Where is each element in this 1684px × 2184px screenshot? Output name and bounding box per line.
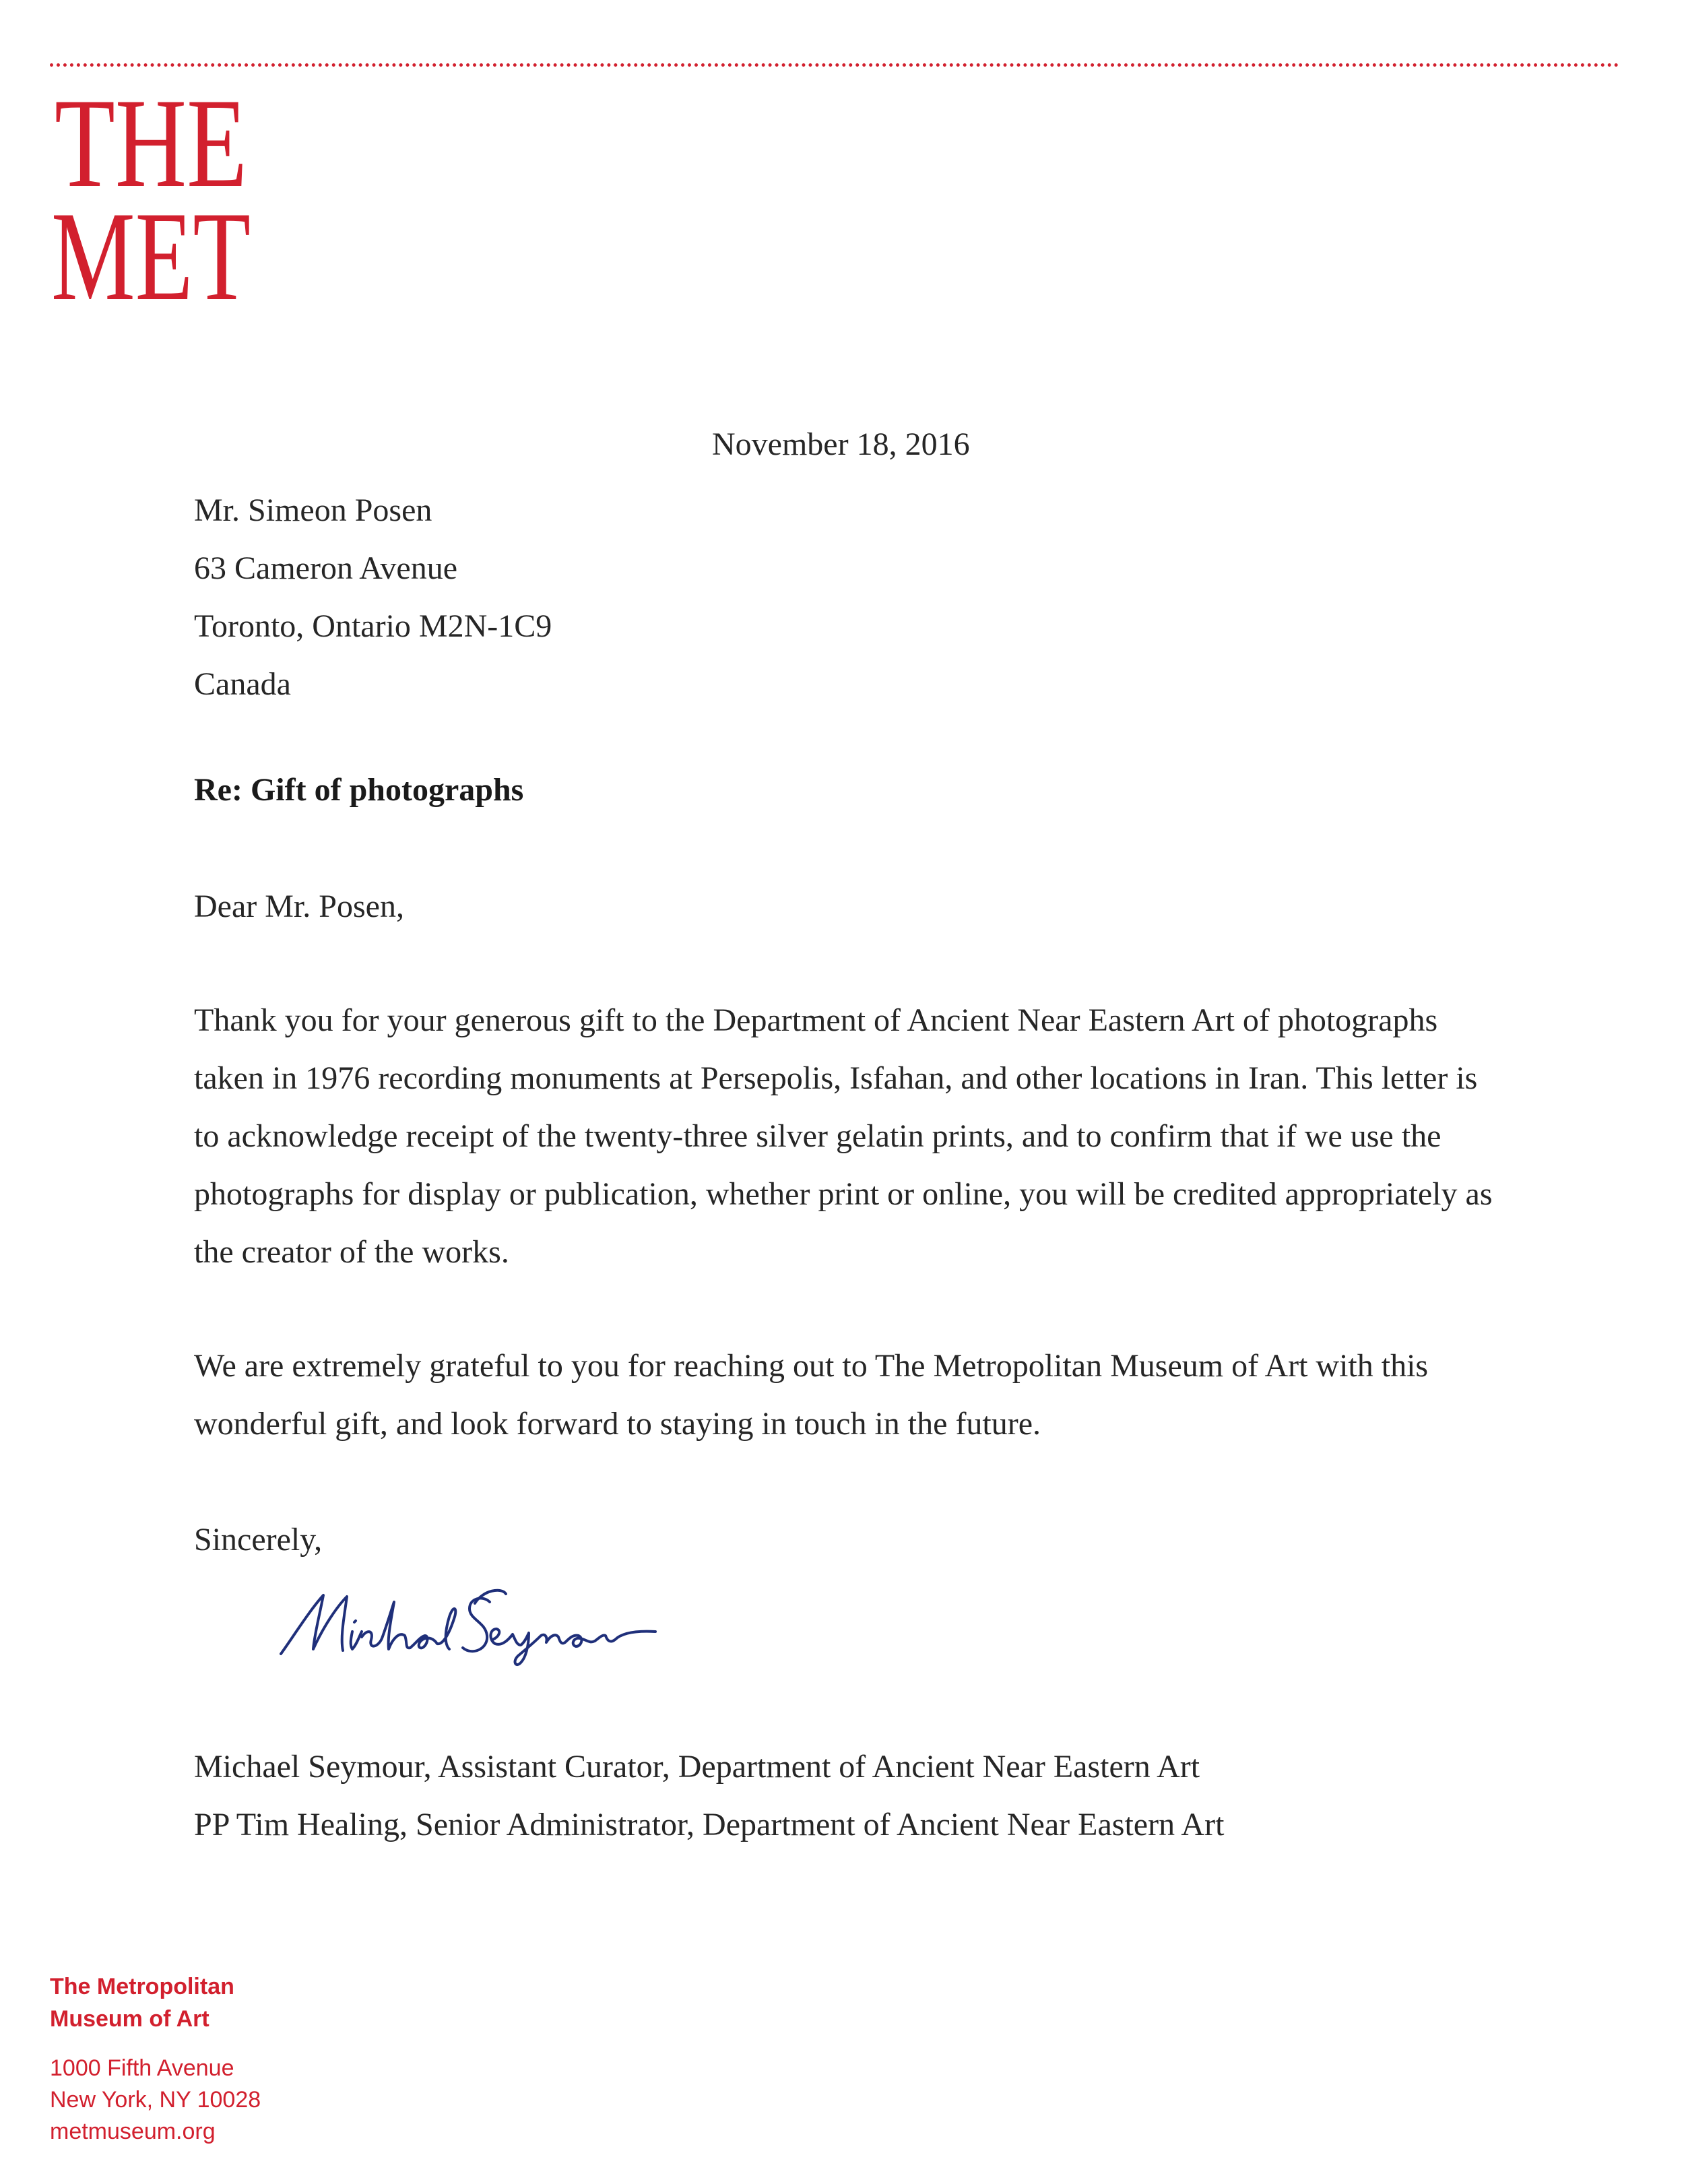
footer-org-line-1: The Metropolitan xyxy=(50,1974,234,1999)
letterhead-footer xyxy=(50,1970,261,2148)
footer-address-line-2: New York, NY 10028 xyxy=(50,2087,261,2113)
footer-website: metmuseum.org xyxy=(50,2119,216,2144)
recipient-street: 63 Cameron Avenue xyxy=(194,550,458,586)
body-paragraph-2: We are extremely grateful to you for reaching out to The Metropolitan Museum of Art with this wonderful gift, and look forward to staying in touch in the future. xyxy=(194,1348,1429,1442)
body-paragraph-1: Thank you for your generous gift to the Department of Ancient Near Eastern Art of photographs taken in 1976 recording monuments at Persepolis, Isfahan, and other locations in Iran. This letter is to acknowledge receipt of the twenty-three silver gelatin prints, and to confirm that if we use the photographs for display or publication, whether print or online, you will be credited appropriately as the creator of the works. xyxy=(194,1002,1493,1270)
letterhead-dotted-rule xyxy=(50,63,1619,67)
recipient-country: Canada xyxy=(194,666,291,702)
closing: Sincerely, xyxy=(194,1522,323,1557)
subject-line: Re: Gift of photographs xyxy=(194,772,524,808)
recipient-name: Mr. Simeon Posen xyxy=(194,492,432,528)
letter-date: November 18, 2016 xyxy=(712,426,970,462)
recipient-city: Toronto, Ontario M2N-1C9 xyxy=(194,608,552,644)
recipient-address xyxy=(194,482,552,713)
footer-organization xyxy=(50,1970,261,2035)
salutation: Dear Mr. Posen, xyxy=(194,889,404,924)
handwritten-signature xyxy=(273,1570,663,1671)
met-logo xyxy=(50,73,252,327)
signatory-line-2: PP Tim Healing, Senior Administrator, Department of Ancient Near Eastern Art xyxy=(194,1807,1225,1842)
logo-line-2: MET xyxy=(51,186,251,327)
footer-address xyxy=(50,2053,261,2148)
footer-address-line-1: 1000 Fifth Avenue xyxy=(50,2055,234,2081)
signatory-block xyxy=(194,1738,1224,1854)
signatory-line-1: Michael Seymour, Assistant Curator, Department of Ancient Near Eastern Art xyxy=(194,1749,1200,1785)
logo-line-1: THE xyxy=(55,73,247,214)
footer-org-line-2: Museum of Art xyxy=(50,2006,209,2032)
